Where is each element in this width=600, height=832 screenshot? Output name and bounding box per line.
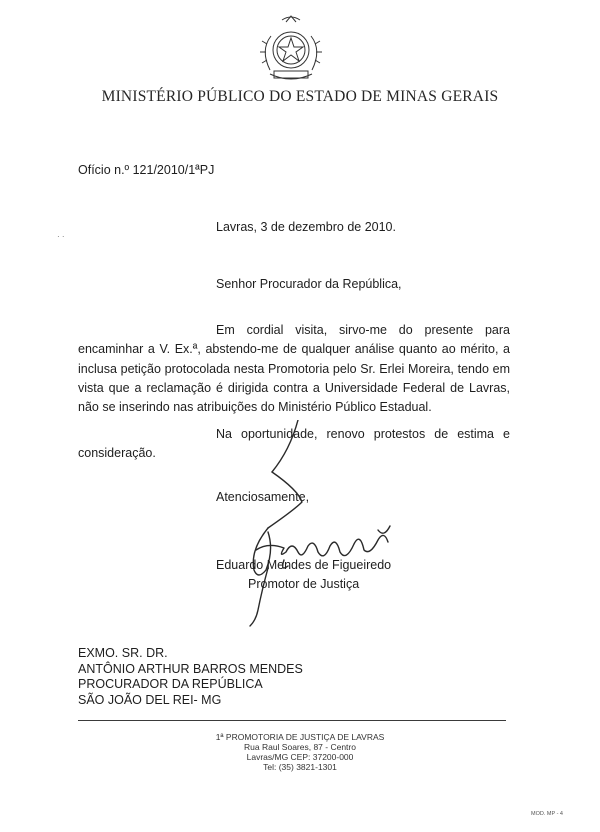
recipient-line: ANTÔNIO ARTHUR BARROS MENDES [78,661,303,676]
footer-line: Rua Raul Soares, 87 - Centro [244,742,356,752]
footer-line: 1ª PROMOTORIA DE JUSTIÇA DE LAVRAS [215,732,385,742]
footer-address [0,732,600,772]
office-number: Ofício n.º 121/2010/1ªPJ [78,163,215,177]
recipient-block [78,646,303,708]
signer-name: Eduardo Mendes de Figueiredo [216,558,392,572]
recipient-line: EXMO. SR. DR. [78,646,168,660]
salutation: Senhor Procurador da República, [216,277,402,291]
signer-role: Promotor de Justiça [248,577,360,591]
recipient-line: PROCURADOR DA REPÚBLICA [78,677,263,691]
scan-mark: · · [57,232,65,241]
body-paragraph: Na oportunidade, renovo protestos de estima e consideração. [78,427,510,461]
institution-title: MINISTÉRIO PÚBLICO DO ESTADO DE MINAS GERAIS [101,88,499,105]
minas-gerais-coat-of-arms-icon [252,14,330,84]
recipient-line: SÃO JOÃO DEL REI- MG [78,692,222,707]
form-code: MOD. MP - 4 [531,811,563,817]
body-paragraph: Em cordial visita, sirvo-me do presente para encaminhar a V. Ex.ª, abstendo-me de qualquer análise quanto ao mérito, a inclusa petição protocolada nesta Promotoria pelo Sr. Erlei Moreira, tendo em vista que a reclamação é dirigida contra a Universidade Federal de Lavras, não se inserindo nas atribuições do Ministério Público Estadual. [78,323,510,415]
footer-line: Lavras/MG CEP: 37200-000 [246,752,354,762]
signature [228,420,408,630]
place-date: Lavras, 3 de dezembro de 2010. [216,220,396,234]
footer-line: Tel: (35) 3821-1301 [263,762,337,772]
closing: Atenciosamente, [216,490,310,504]
footer-divider [78,720,506,721]
